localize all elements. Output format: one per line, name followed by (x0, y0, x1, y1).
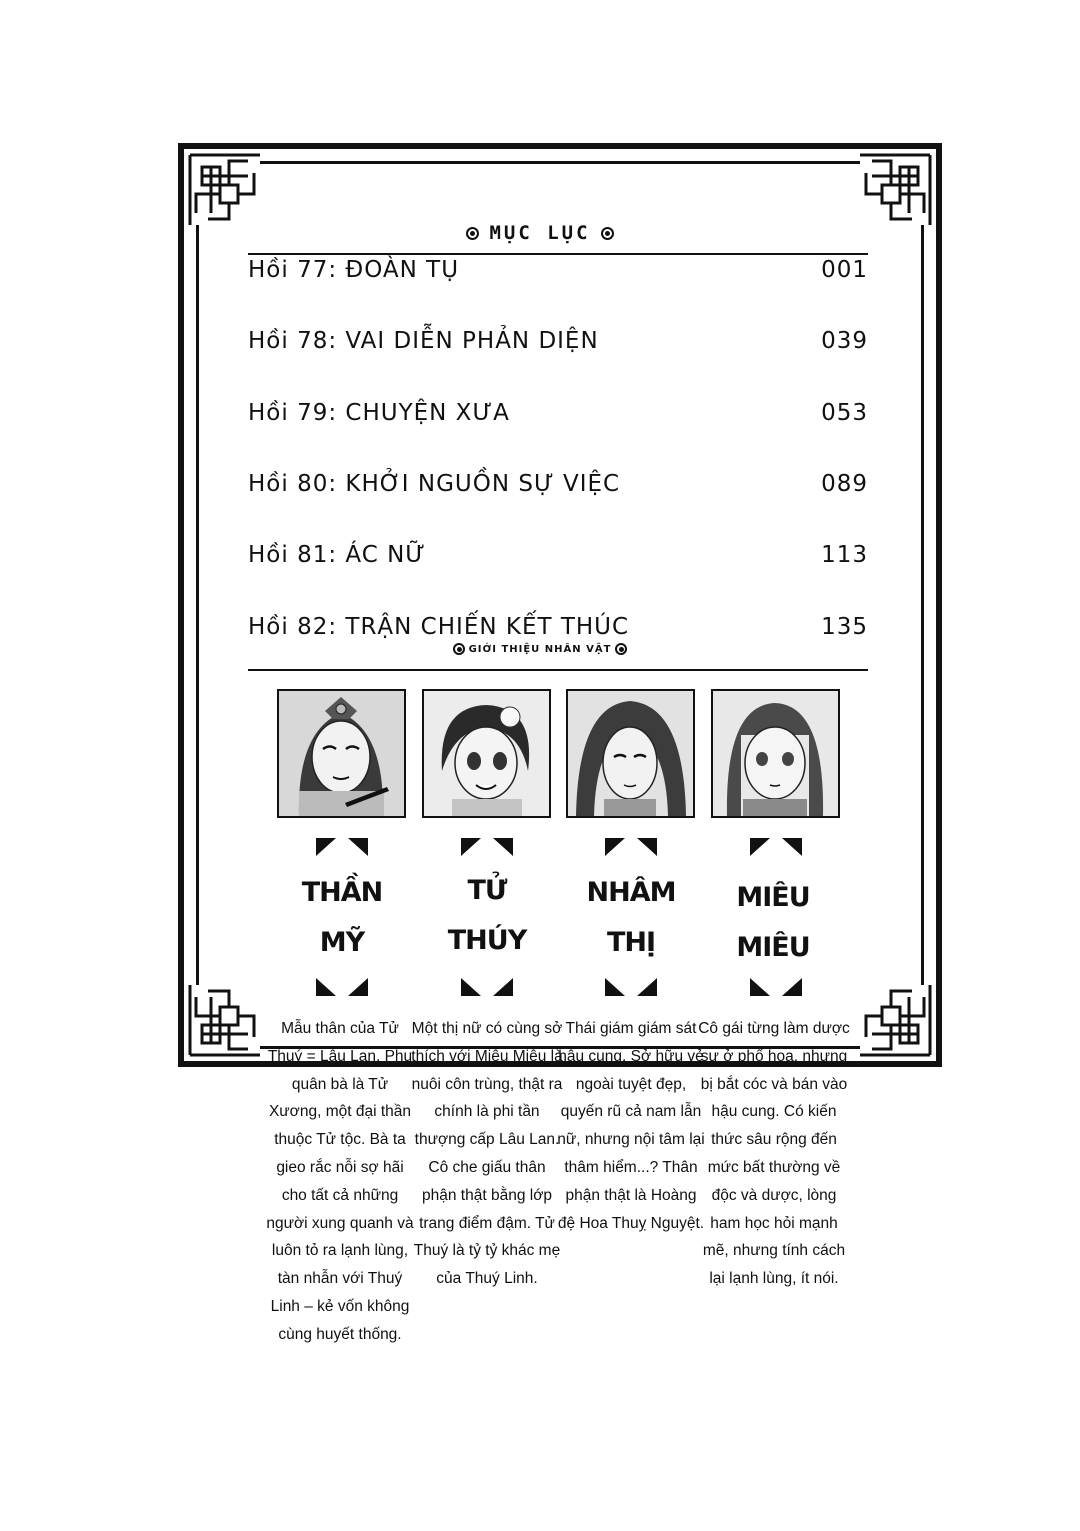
bracket-mark-icon (601, 976, 661, 998)
character-name (412, 866, 562, 966)
toc-chapter-title: Hồi 79: CHUYỆN XƯA (248, 400, 510, 426)
toc-chapter-title: Hồi 78: VAI DIỄN PHẢN DIỆN (248, 328, 599, 354)
character-description: Thái giám giám sát hậu cung. Sở hữu vẻ ngoài tuyệt đẹp, quyến rũ cả nam lẫn nữ, nhưng nội tâm lại thâm hiểm...? Thân phận thật là Hoàng đệ Hoa Thuỵ Nguyệt. (557, 1020, 705, 1232)
portrait-nham-thi (566, 689, 695, 818)
toc-entry[interactable] (248, 471, 868, 497)
toc-page-number: 135 (821, 614, 868, 640)
toc-page-number: 001 (821, 257, 868, 283)
toc-entry[interactable] (248, 257, 868, 283)
character-name (556, 868, 706, 968)
bracket-mark-icon (457, 836, 517, 858)
character-name-line: NHÂM (586, 877, 676, 908)
portrait-tu-thuy (422, 689, 551, 818)
toc-chapter-title: Hồi 81: ÁC NỮ (248, 542, 427, 568)
character-description: Một thị nữ có cùng sở thích với Miêu Miêu là nuôi côn trùng, thật ra chính là phi tần thượng cấp Lâu Lan. Cô che giấu thân phận thật bằng lớp trang điểm đậm. Tử Thuý là tỷ tỷ khác mẹ của Thuý Linh. (411, 1020, 563, 1288)
corner-ornament-icon (858, 983, 932, 1057)
portrait-illustration (424, 691, 549, 816)
toc-heading (0, 222, 1080, 244)
bracket-mark-icon (312, 836, 372, 858)
bracket-mark-icon (457, 976, 517, 998)
portrait-mieu-mieu (711, 689, 840, 818)
character-name-line: MIÊU (736, 882, 810, 913)
character-name-line: MIÊU (736, 932, 810, 963)
toc-title: MỤC LỤC (489, 222, 591, 244)
bullet-dot-icon (466, 227, 479, 240)
toc-chapter-title: Hồi 77: ĐOÀN TỤ (248, 257, 460, 283)
character-description: Cô gái từng làm dược sư ở phố hoa, nhưng bị bắt cóc và bán vào hậu cung. Có kiến thức sâu rộng đến mức bất thường về độc và dược, lòng ham học hỏi mạnh mẽ, nhưng tính cách lại lạnh lùng, ít nói. (698, 1020, 850, 1288)
bracket-mark-icon (746, 976, 806, 998)
character-name (267, 868, 417, 968)
portrait-illustration (713, 691, 838, 816)
bullet-dot-icon (615, 643, 627, 655)
bullet-dot-icon (601, 227, 614, 240)
character-name (698, 873, 848, 973)
character-name-line: THẦN (301, 877, 383, 908)
character-name-line: MỸ (319, 927, 365, 958)
corner-ornament-icon (858, 153, 932, 227)
toc-page-number: 089 (821, 471, 868, 497)
characters-heading (0, 643, 1080, 655)
toc-entry[interactable] (248, 614, 868, 640)
corner-ornament-icon (188, 153, 262, 227)
portrait-illustration (279, 691, 404, 816)
character-name-line: THÚY (447, 925, 527, 956)
divider (248, 669, 868, 671)
divider (248, 253, 868, 255)
character-name-line: TỬ (467, 875, 507, 906)
bullet-dot-icon (453, 643, 465, 655)
character-description: Mẫu thân của Tử Thuý = Lâu Lan. Phu quân bà là Tử Xương, một đại thần thuộc Tử tộc. Bà ta gieo rắc nỗi sợ hãi cho tất cả những người xung quanh và luôn tỏ ra lạnh lùng, tàn nhẫn với Thuý Linh – kẻ vốn không cùng huyết thống. (266, 1020, 414, 1343)
characters-title: GIỚI THIỆU NHÂN VẬT (468, 644, 612, 655)
character-name-line: THỊ (606, 927, 656, 958)
portrait-illustration (568, 691, 693, 816)
portrait-than-my (277, 689, 406, 818)
bracket-mark-icon (746, 836, 806, 858)
toc-page-number: 039 (821, 328, 868, 354)
toc-chapter-title: Hồi 82: TRẬN CHIẾN KẾT THÚC (248, 614, 630, 640)
toc-page-number: 053 (821, 400, 868, 426)
toc-page-number: 113 (821, 542, 868, 568)
toc-entry[interactable] (248, 328, 868, 354)
toc-entry[interactable] (248, 400, 868, 426)
bracket-mark-icon (601, 836, 661, 858)
bracket-mark-icon (312, 976, 372, 998)
toc-chapter-title: Hồi 80: KHỞI NGUỒN SỰ VIỆC (248, 471, 621, 497)
toc-entry[interactable] (248, 542, 868, 568)
corner-ornament-icon (188, 983, 262, 1057)
